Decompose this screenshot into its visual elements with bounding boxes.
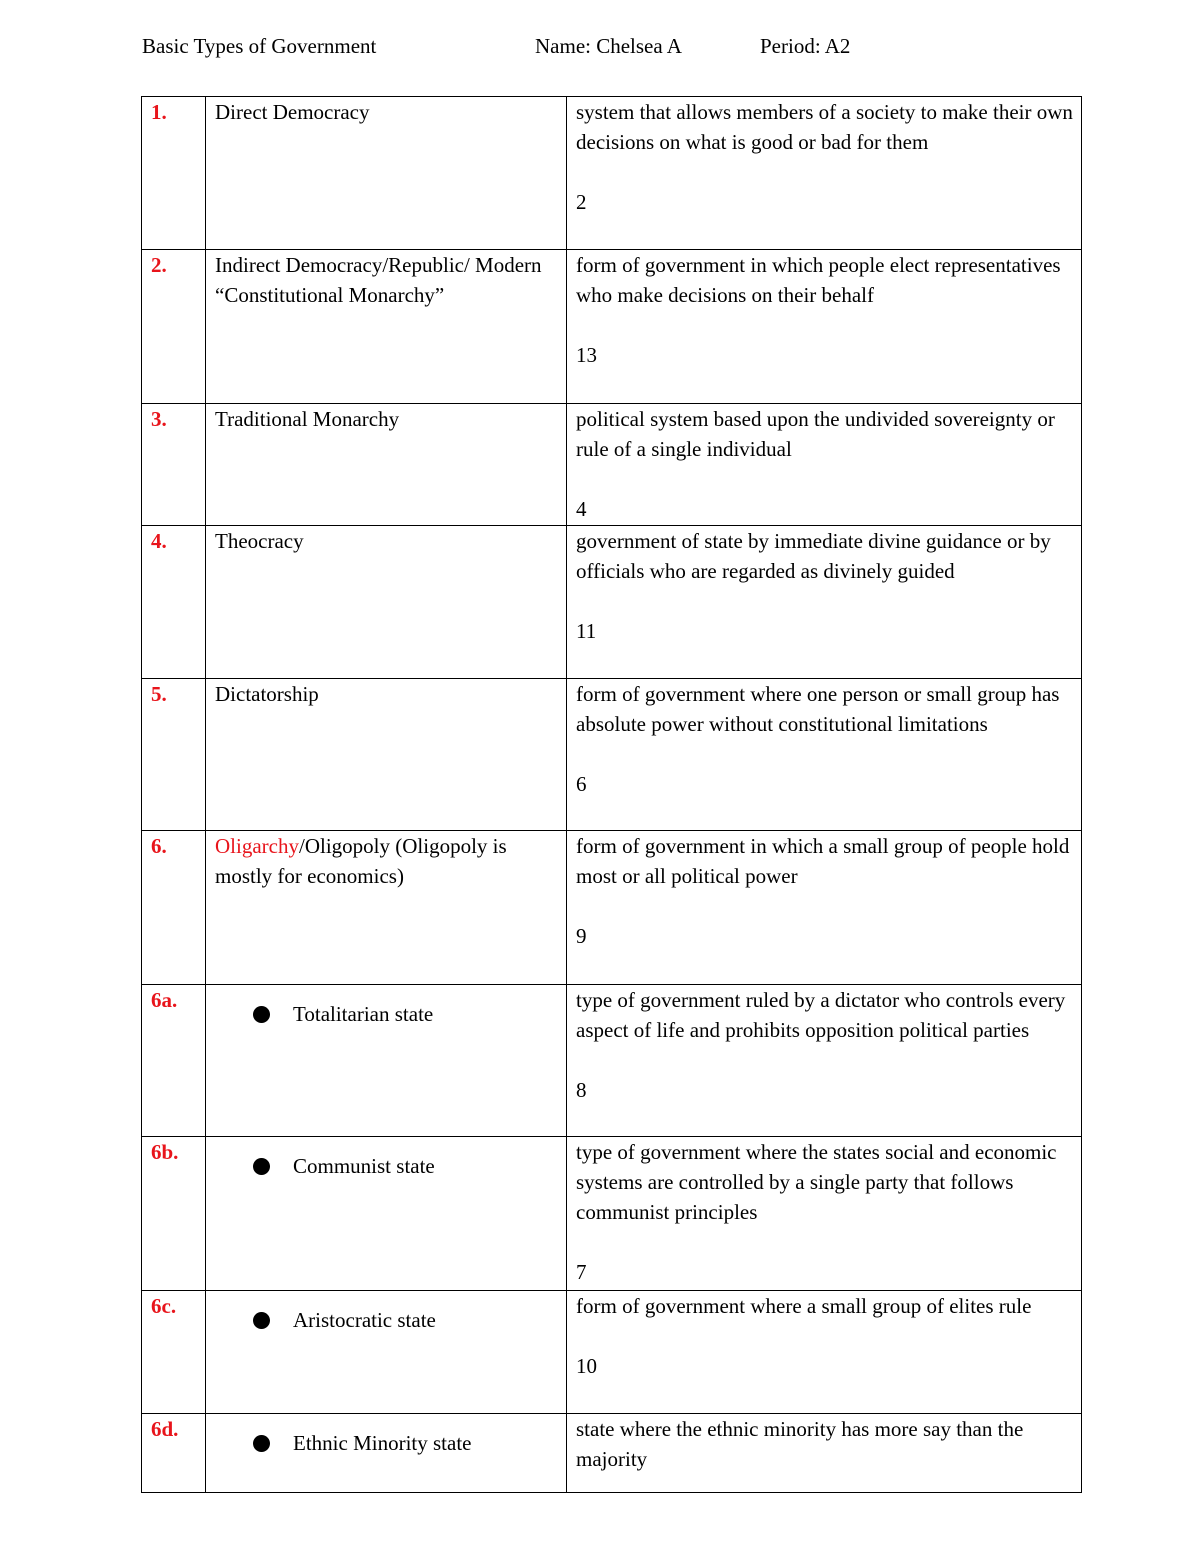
- definition-text: type of government where the states social and economic systems are controlled by a single party that follows communist principles: [576, 1140, 1057, 1224]
- table-row: [142, 679, 1082, 831]
- answer-number: 13: [576, 343, 597, 367]
- table-row: [142, 831, 1082, 985]
- definition-cell: [567, 97, 1082, 250]
- worksheet-title: Basic Types of Government: [142, 34, 377, 58]
- table-row: [142, 97, 1082, 250]
- government-term: Dictatorship: [215, 682, 319, 706]
- bulleted-term: [215, 1291, 560, 1335]
- definition-text: form of government in which people elect representatives who make decisions on their behalf: [576, 253, 1061, 307]
- term-cell: [206, 526, 567, 679]
- definition-cell: [567, 985, 1082, 1137]
- definition-cell: [567, 1137, 1082, 1291]
- row-number-cell: [142, 831, 206, 985]
- row-number-cell: [142, 679, 206, 831]
- table-row: [142, 404, 1082, 526]
- answer-number: 7: [576, 1260, 587, 1284]
- government-term: Totalitarian state: [293, 1002, 434, 1026]
- term-cell: [206, 97, 567, 250]
- row-number-cell: [142, 526, 206, 679]
- definition-text: form of government where a small group of elites rule: [576, 1294, 1032, 1318]
- bulleted-term: [215, 1414, 560, 1458]
- bullet-dot-icon: [253, 1006, 270, 1023]
- answer-number: 4: [576, 497, 587, 521]
- term-cell: [206, 1137, 567, 1291]
- row-number-cell: [142, 985, 206, 1137]
- table-row: [142, 250, 1082, 404]
- row-number-cell: [142, 1137, 206, 1291]
- term-cell: [206, 1414, 567, 1493]
- answer-number: 2: [576, 190, 587, 214]
- government-term: Aristocratic state: [293, 1308, 436, 1332]
- definition-cell: [567, 679, 1082, 831]
- row-number: 1.: [151, 100, 167, 124]
- answer-number: 10: [576, 1354, 597, 1378]
- answer-number: 8: [576, 1078, 587, 1102]
- definition-text: government of state by immediate divine guidance or by officials who are regarded as divinely guided: [576, 529, 1051, 583]
- government-term: Traditional Monarchy: [215, 407, 400, 431]
- table-row: [142, 985, 1082, 1137]
- government-term: Theocracy: [215, 529, 304, 553]
- definition-cell: [567, 250, 1082, 404]
- bullet-dot-icon: [253, 1312, 270, 1329]
- definition-cell: [567, 1414, 1082, 1493]
- government-types-table: [141, 96, 1082, 1493]
- bullet-dot-icon: [253, 1158, 270, 1175]
- government-term: /Oligopoly (Oligopoly is mostly for economics): [215, 834, 507, 888]
- row-number-cell: [142, 1414, 206, 1493]
- row-number-cell: [142, 250, 206, 404]
- table-row: [142, 1137, 1082, 1291]
- definition-text: state where the ethnic minority has more say than the majority: [576, 1417, 1024, 1471]
- class-period: Period: A2: [760, 34, 851, 58]
- definition-text: form of government where one person or small group has absolute power without constitutional limitations: [576, 682, 1060, 736]
- definition-text: form of government in which a small group of people hold most or all political power: [576, 834, 1070, 888]
- table-row: [142, 1291, 1082, 1414]
- bulleted-term: [215, 985, 560, 1029]
- term-cell: [206, 404, 567, 526]
- answer-number: 6: [576, 772, 587, 796]
- row-number: 2.: [151, 253, 167, 277]
- government-term: Communist state: [293, 1154, 435, 1178]
- term-cell: [206, 1291, 567, 1414]
- row-number: 3.: [151, 407, 167, 431]
- row-number-cell: [142, 404, 206, 526]
- definition-cell: [567, 1291, 1082, 1414]
- bullet-dot-icon: [253, 1435, 270, 1452]
- row-number: 6d.: [151, 1417, 179, 1441]
- term-cell: [206, 250, 567, 404]
- definition-cell: [567, 831, 1082, 985]
- definition-text: political system based upon the undivided sovereignty or rule of a single individual: [576, 407, 1055, 461]
- definition-cell: [567, 404, 1082, 526]
- government-term: Direct Democracy: [215, 100, 370, 124]
- table-row: [142, 526, 1082, 679]
- term-cell: [206, 679, 567, 831]
- government-term-highlight: Oligarchy: [215, 834, 299, 858]
- student-name: Name: Chelsea A: [535, 34, 682, 58]
- worksheet-header: [142, 34, 1042, 64]
- row-number-cell: [142, 1291, 206, 1414]
- term-cell: [206, 831, 567, 985]
- row-number: 6.: [151, 834, 167, 858]
- answer-number: 9: [576, 924, 587, 948]
- definition-cell: [567, 526, 1082, 679]
- row-number: 6b.: [151, 1140, 179, 1164]
- term-cell: [206, 985, 567, 1137]
- government-term: Ethnic Minority state: [293, 1431, 472, 1455]
- row-number: 5.: [151, 682, 167, 706]
- definition-text: type of government ruled by a dictator who controls every aspect of life and prohibits opposition political parties: [576, 988, 1066, 1042]
- row-number-cell: [142, 97, 206, 250]
- answer-number: 11: [576, 619, 597, 643]
- row-number: 6c.: [151, 1294, 177, 1318]
- bulleted-term: [215, 1137, 560, 1181]
- row-number: 6a.: [151, 988, 178, 1012]
- table-row: [142, 1414, 1082, 1493]
- definition-text: system that allows members of a society to make their own decisions on what is good or bad for them: [576, 100, 1073, 154]
- government-term: Indirect Democracy/Republic/ Modern “Constitutional Monarchy”: [215, 253, 542, 307]
- row-number: 4.: [151, 529, 167, 553]
